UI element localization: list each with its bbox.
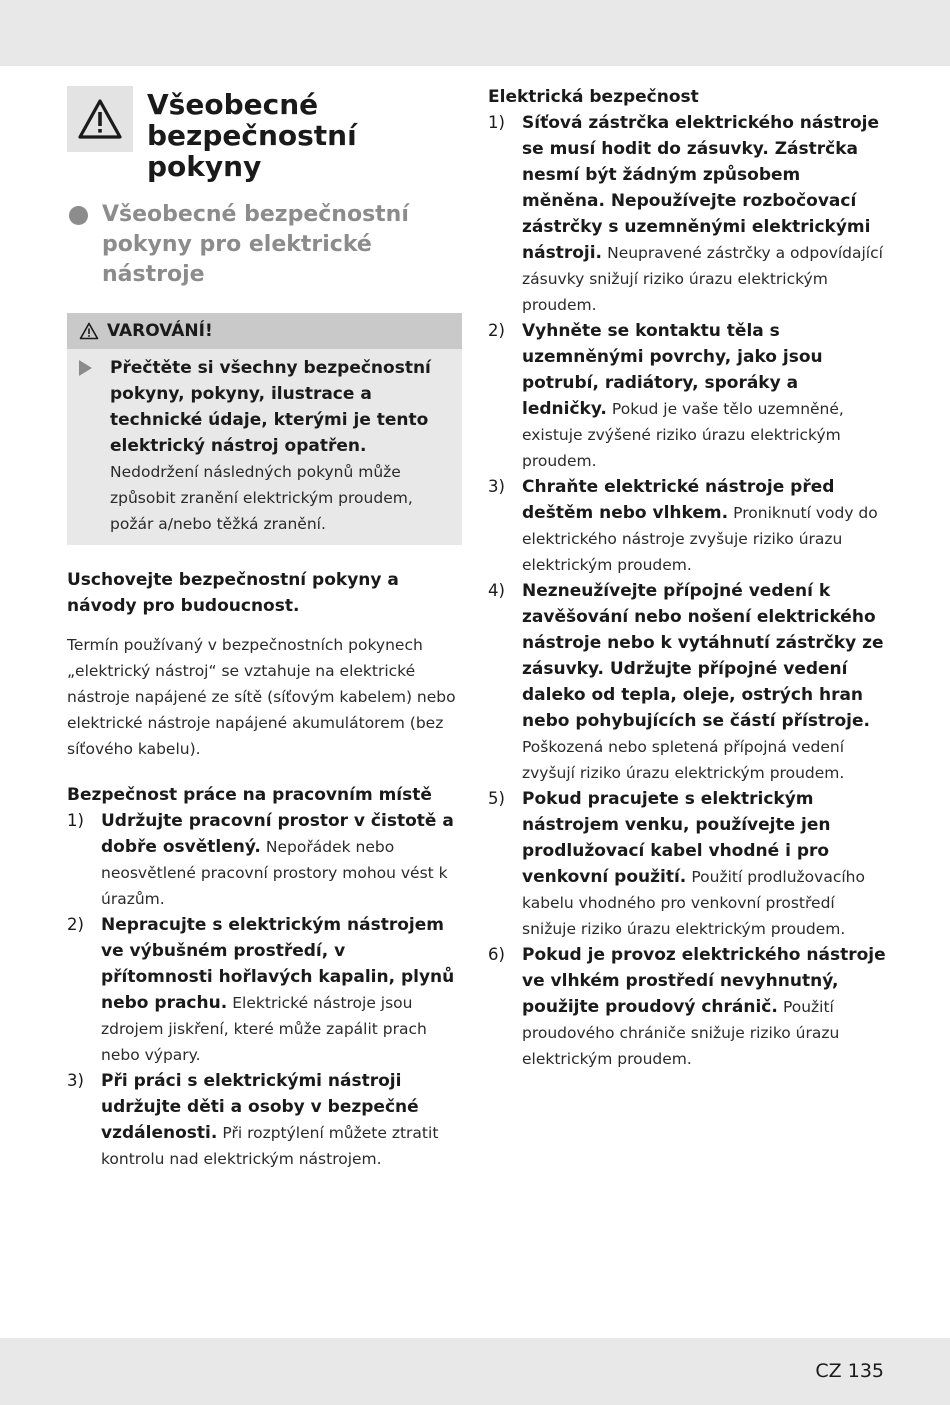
list-item [488,578,888,786]
item-number: 1) [67,811,84,830]
arrow-right-icon [79,360,92,376]
item-number: 3) [67,1071,84,1090]
item-bold-text: Při práci s elektrickými nástroji udržujte děti a osoby v bezpečné vzdálenosti. [101,1071,419,1143]
item-bold-text: Chraňte elektrické nástroje před deštěm nebo vlhkem. [522,477,835,523]
item-bold-text: Pokud pracujete s elektrickým nástrojem venku, používejte jen prodlužovací kabel vhodné i pro venkovní použití. [522,789,831,887]
title-row [67,86,462,182]
item-normal-text: Použití proudového chrániče snižuje riziko úrazu elektrickým proudem. [522,998,840,1068]
item-text [101,912,462,1068]
warning-normal-text: Nedodržení následných pokynů může způsobit zranění elektrickým proudem, požár a/nebo těžká zranění. [110,463,413,533]
item-text [101,1068,462,1172]
item-normal-text: Poškozená nebo spletená přípojná vedení zvyšují riziko úrazu elektrickým proudem. [522,738,845,782]
item-number: 3) [488,477,505,496]
item-text [522,110,888,318]
item-number: 5) [488,789,505,808]
item-text [101,808,462,912]
list-item [488,942,888,1072]
list-item [488,110,888,318]
item-bold-text: Síťová zástrčka elektrického nástroje se musí hodit do zásuvky. Zástrčka nesmí být žádným způsobem měněna. Nepoužívejte rozbočovací zástrčky s uzemněnými elektrickými nástroji. [522,113,880,263]
right-column [488,84,888,1072]
list-item [488,786,888,942]
warning-header [67,313,462,349]
warning-triangle-icon [79,322,99,340]
list-item [67,808,462,912]
item-bold-text: Udržujte pracovní prostor v čistotě a dobře osvětlený. [101,811,454,857]
list-item [67,912,462,1068]
warning-triangle-icon [67,86,133,152]
term-paragraph: Termín používaný v bezpečnostních pokynech „elektrický nástroj“ se vztahuje na elektrické nástroje napájené ze sítě (síťovým kabelem) nebo elektrické nástroje napájené akumulátorem (bez síťového kabelu). [67,636,456,758]
item-text [522,578,888,786]
workplace-heading: Bezpečnost práce na pracovním místě [67,785,432,805]
item-number: 2) [67,915,84,934]
item-number: 1) [488,113,505,132]
item-normal-text: Neupravené zástrčky a odpovídající zásuvky snižují riziko úrazu elektrickým proudem. [522,244,883,314]
item-bold-text: Nepracujte s elektrickým nástrojem ve výbušném prostředí, v přítomnosti hořlavých kapalin, plynů nebo prachu. [101,915,455,1013]
item-normal-text: Proniknutí vody do elektrického nástroje zvyšuje riziko úrazu elektrickým proudem. [522,504,878,574]
warning-body [67,349,462,545]
item-normal-text: Nepořádek nebo neosvětlené pracovní prostory mohou vést k úrazům. [101,838,448,908]
header-band [0,0,950,66]
item-bold-text: Nezneužívejte přípojné vedení k zavěšování nebo nošení elektrického nástroje nebo k vytáhnutí zástrčky ze zásuvky. Udržujte přípojné vedení daleko od tepla, oleje, ostrých hran nebo pohybujících se částí přístroje. [522,581,884,731]
item-number: 2) [488,321,505,340]
footer-band [0,1338,950,1405]
list-item [488,318,888,474]
item-normal-text: Použití prodlužovacího kabelu vhodného pro venkovní prostředí snižuje riziko úrazu elektrickým proudem. [522,868,865,938]
item-normal-text: Při rozptýlení můžete ztratit kontrolu nad elektrickým nástrojem. [101,1124,439,1168]
warning-box [67,313,462,545]
page-number: CZ 135 [815,1360,884,1382]
list-item [67,1068,462,1172]
item-bold-text: Pokud je provoz elektrického nástroje ve vlhkém prostředí nevyhnutný, použijte proudový chránič. [522,945,886,1017]
item-bold-text: Vyhněte se kontaktu těla s uzemněnými povrchy, jako jsou potrubí, radiátory, sporáky a ledničky. [522,321,823,419]
warning-text [110,355,452,537]
warning-bold-text: Přečtěte si všechny bezpečnostní pokyny, pokyny, ilustrace a technické údaje, kterými je tento elektrický nástroj opatřen. [110,358,431,456]
subsection-heading [67,200,462,290]
left-column [67,86,462,1172]
list-item [488,474,888,578]
circle-bullet-icon [69,206,88,225]
item-text [522,318,888,474]
item-text [522,786,888,942]
item-number: 6) [488,945,505,964]
item-text [522,942,888,1072]
warning-title: VAROVÁNÍ! [107,321,213,341]
item-text [522,474,888,578]
page-title: Všeobecné bezpečnostní pokyny [147,88,357,183]
item-normal-text: Elektrické nástroje jsou zdrojem jiskření, které může zapálit prach nebo výpary. [101,994,427,1064]
subsection-title: Všeobecné bezpečnostní pokyny pro elektrické nástroje [102,202,409,287]
item-normal-text: Pokud je vaše tělo uzemněné, existuje zvýšené riziko úrazu elektrickým proudem. [522,400,844,470]
keep-instructions-note: Uschovejte bezpečnostní pokyny a návody pro budoucnost. [67,570,399,616]
item-number: 4) [488,581,505,600]
electrical-heading: Elektrická bezpečnost [488,87,699,107]
